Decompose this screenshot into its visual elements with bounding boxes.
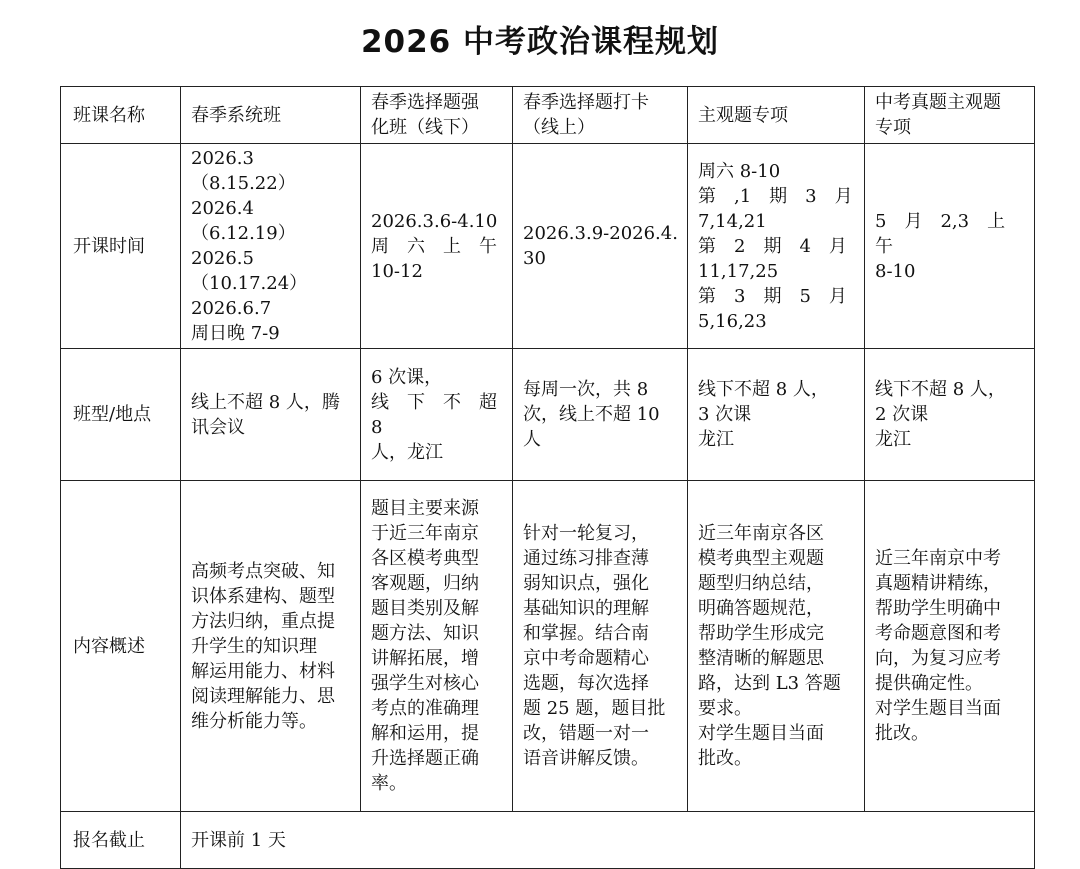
header-cell-subjective: 主观题专项 bbox=[688, 87, 865, 144]
cell-type-subjective: 线下不超 8 人， 3 次课 龙江 bbox=[688, 349, 865, 481]
cell-deadline: 开课前 1 天 bbox=[181, 812, 1035, 869]
cell-content-subjective: 近三年南京各区 模考典型主观题 题型归纳总结， 明确答题规范， 帮助学生形成完 整清晰的解题思 路，达到 L3 答题 要求。 对学生题目当面 批改。 bbox=[688, 481, 865, 812]
cell-schedule-real-exam: 5 月 2,3 上 午 8-10 bbox=[865, 144, 1035, 349]
cell-type-spring-system: 线上不超 8 人，腾 讯会议 bbox=[181, 349, 361, 481]
row-label-schedule: 开课时间 bbox=[61, 144, 181, 349]
row-label-class-type: 班型/地点 bbox=[61, 349, 181, 481]
page-title: 2026 中考政治课程规划 bbox=[360, 24, 720, 60]
cell-schedule-choice-online: 2026.3.9-2026.4. 30 bbox=[513, 144, 688, 349]
header-cell-spring-system: 春季系统班 bbox=[181, 87, 361, 144]
cell-content-choice-online: 针对一轮复习， 通过练习排查薄 弱知识点，强化 基础知识的理解 和掌握。结合南 京中考命题精心 选题，每次选择 题 25 题，题目批 改，错题一对一 语音讲解反馈。 bbox=[513, 481, 688, 812]
table-row-class-type bbox=[61, 349, 1035, 481]
header-cell-choice-offline: 春季选择题强 化班（线下） bbox=[361, 87, 513, 144]
cell-type-choice-offline: 6 次课， 线 下 不 超 8 人，龙江 bbox=[361, 349, 513, 481]
course-plan-table bbox=[60, 86, 1035, 869]
row-label-deadline: 报名截止 bbox=[61, 812, 181, 869]
cell-schedule-subjective: 周六 8-10 第 ,1 期 3 月 7,14,21 第 2 期 4 月 11,17,25 第 3 期 5 月 5,16,23 bbox=[688, 144, 865, 349]
cell-schedule-spring-system: 2026.3（8.15.22） 2026.4（6.12.19） 2026.5（10.17.24） 2026.6.7 周日晚 7-9 bbox=[181, 144, 361, 349]
cell-content-real-exam: 近三年南京中考 真题精讲精练， 帮助学生明确中 考命题意图和考 向，为复习应考 提供确定性。 对学生题目当面 批改。 bbox=[865, 481, 1035, 812]
row-label-content: 内容概述 bbox=[61, 481, 181, 812]
cell-schedule-choice-offline: 2026.3.6-4.10 周 六 上 午 10-12 bbox=[361, 144, 513, 349]
header-row bbox=[61, 87, 1035, 144]
header-cell-choice-online: 春季选择题打卡 （线上） bbox=[513, 87, 688, 144]
header-cell-class-name: 班课名称 bbox=[61, 87, 181, 144]
cell-content-spring-system: 高频考点突破、知 识体系建构、题型 方法归纳，重点提 升学生的知识理 解运用能力、材料 阅读理解能力、思 维分析能力等。 bbox=[181, 481, 361, 812]
cell-content-choice-offline: 题目主要来源 于近三年南京 各区模考典型 客观题，归纳 题目类别及解 题方法、知识 讲解拓展，增 强学生对核心 考点的准确理 解和运用，提 升选择题正确 率。 bbox=[361, 481, 513, 812]
cell-type-choice-online: 每周一次，共 8 次，线上不超 10 人 bbox=[513, 349, 688, 481]
cell-type-real-exam: 线下不超 8 人， 2 次课 龙江 bbox=[865, 349, 1035, 481]
table-row-deadline bbox=[61, 812, 1035, 869]
table-row-content bbox=[61, 481, 1035, 812]
header-cell-real-exam: 中考真题主观题 专项 bbox=[865, 87, 1035, 144]
table-row-schedule bbox=[61, 144, 1035, 349]
